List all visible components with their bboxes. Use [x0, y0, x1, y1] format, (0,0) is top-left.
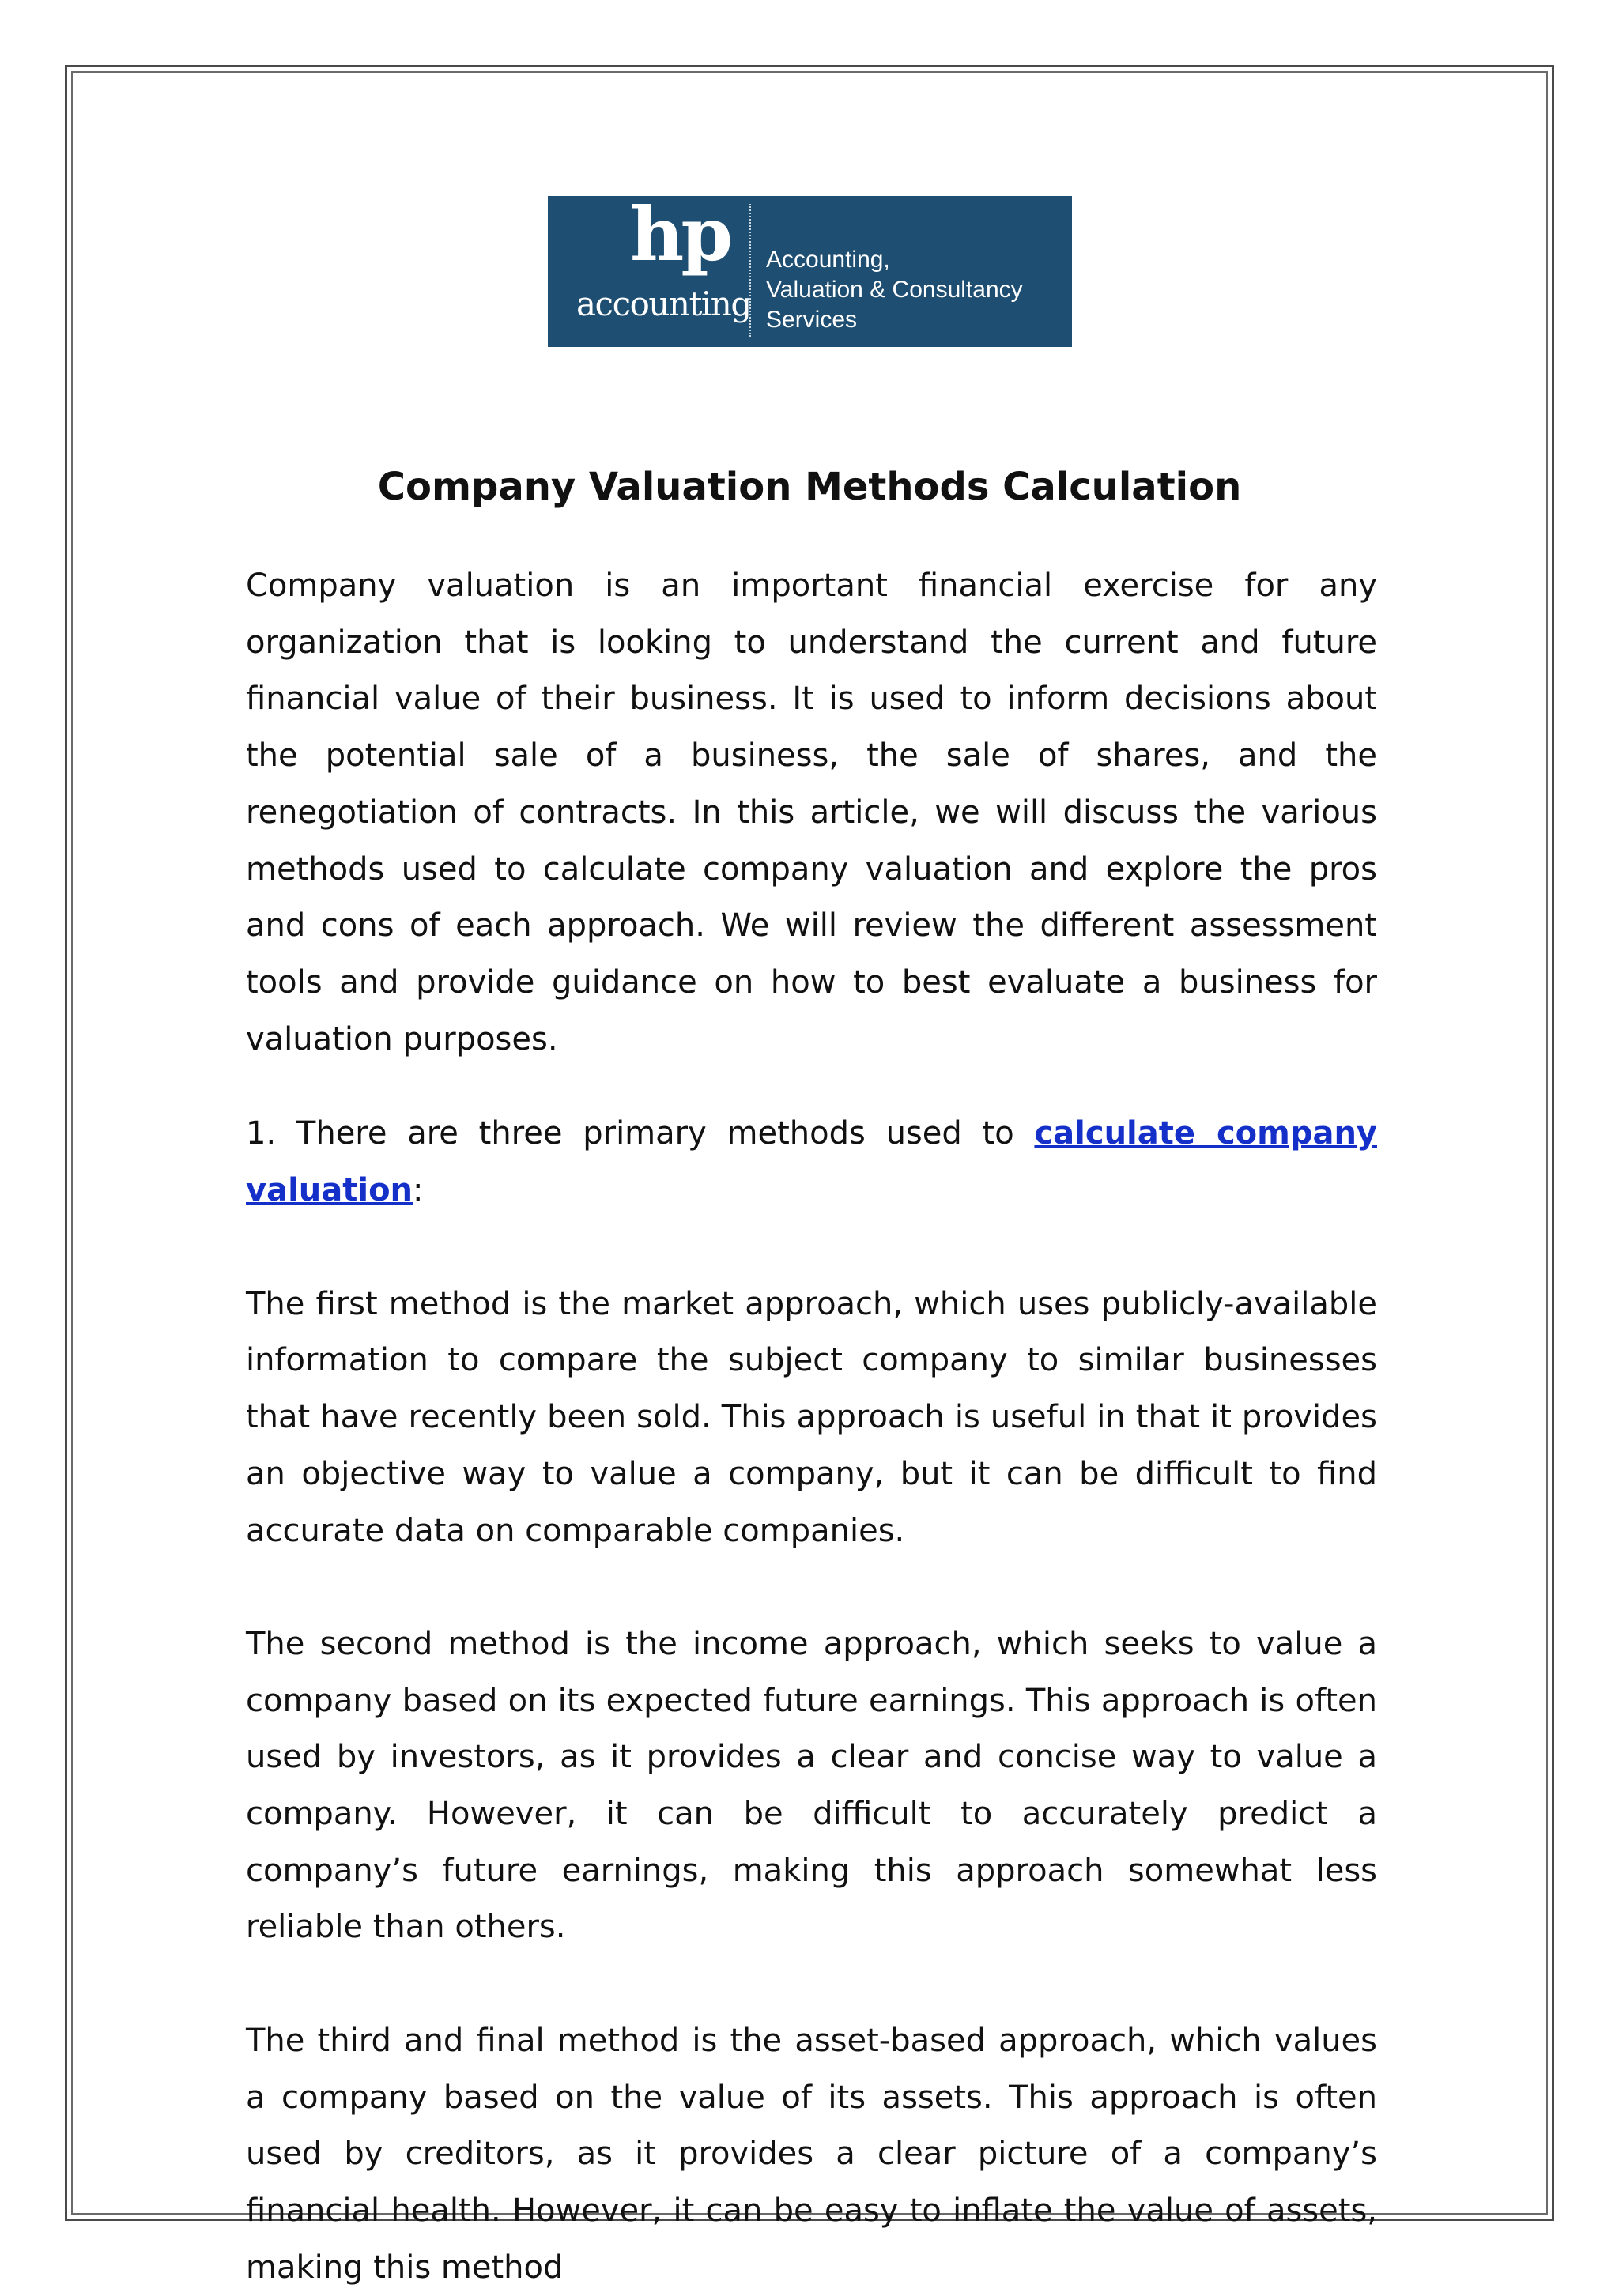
logo-tagline-line: Valuation & Consultancy	[766, 277, 1023, 303]
document-title: Company Valuation Methods Calculation	[377, 465, 1242, 509]
intro-paragraph: Company valuation is an important financial exercise for any organization that is looking to understand the current and future financial value of their business. It is used to inform decisions about the potential sale of a business, the sale of shares, and the renegotiation of contracts. In this article, we will discuss the various methods used to calculate company valuation and explore the pros and cons of each approach. We will review the different assessment tools and provide guidance on how to best evaluate a business for valuation purposes.	[246, 567, 1377, 1058]
income-approach-paragraph: The second method is the income approach, which seeks to value a company based on its expected future earnings. This approach is often used by investors, as it provides a clear and concise way to value a company. However, it can be difficult to accurately predict a company’s future earnings, making this approach somewhat less reliable than others.	[246, 1625, 1377, 1946]
list-item-colon: :	[413, 1172, 424, 1209]
logo-tagline-line: Services	[766, 307, 858, 333]
list-item-text: 1. There are three primary methods used to	[246, 1115, 1035, 1152]
logo-divider	[749, 204, 751, 337]
methods-list-item	[246, 1106, 1377, 1219]
document-body	[246, 558, 1377, 2296]
logo-mark-hp: hp	[630, 196, 730, 278]
logo-tagline	[766, 245, 1023, 335]
market-approach-paragraph: The first method is the market approach, which uses publicly-available information to compare the subject company to similar businesses that have recently been sold. This approach is useful in that it provides an objective way to value a company, but it can be difficult to find accurate data on comparable companies.	[246, 1285, 1377, 1549]
logo-mark-accounting: accounting	[576, 285, 751, 323]
calculate-company-valuation-link[interactable]: calculate company valuation	[246, 1115, 1377, 1209]
logo-tagline-line: Accounting,	[766, 247, 890, 273]
company-logo	[548, 196, 1072, 347]
asset-approach-paragraph: The third and final method is the asset-based approach, which values a company based on the value of its assets. This approach is often used by creditors, as it provides a clear picture of a company’s financial health. However, it can be easy to inflate the value of assets, making this method	[246, 2022, 1377, 2286]
